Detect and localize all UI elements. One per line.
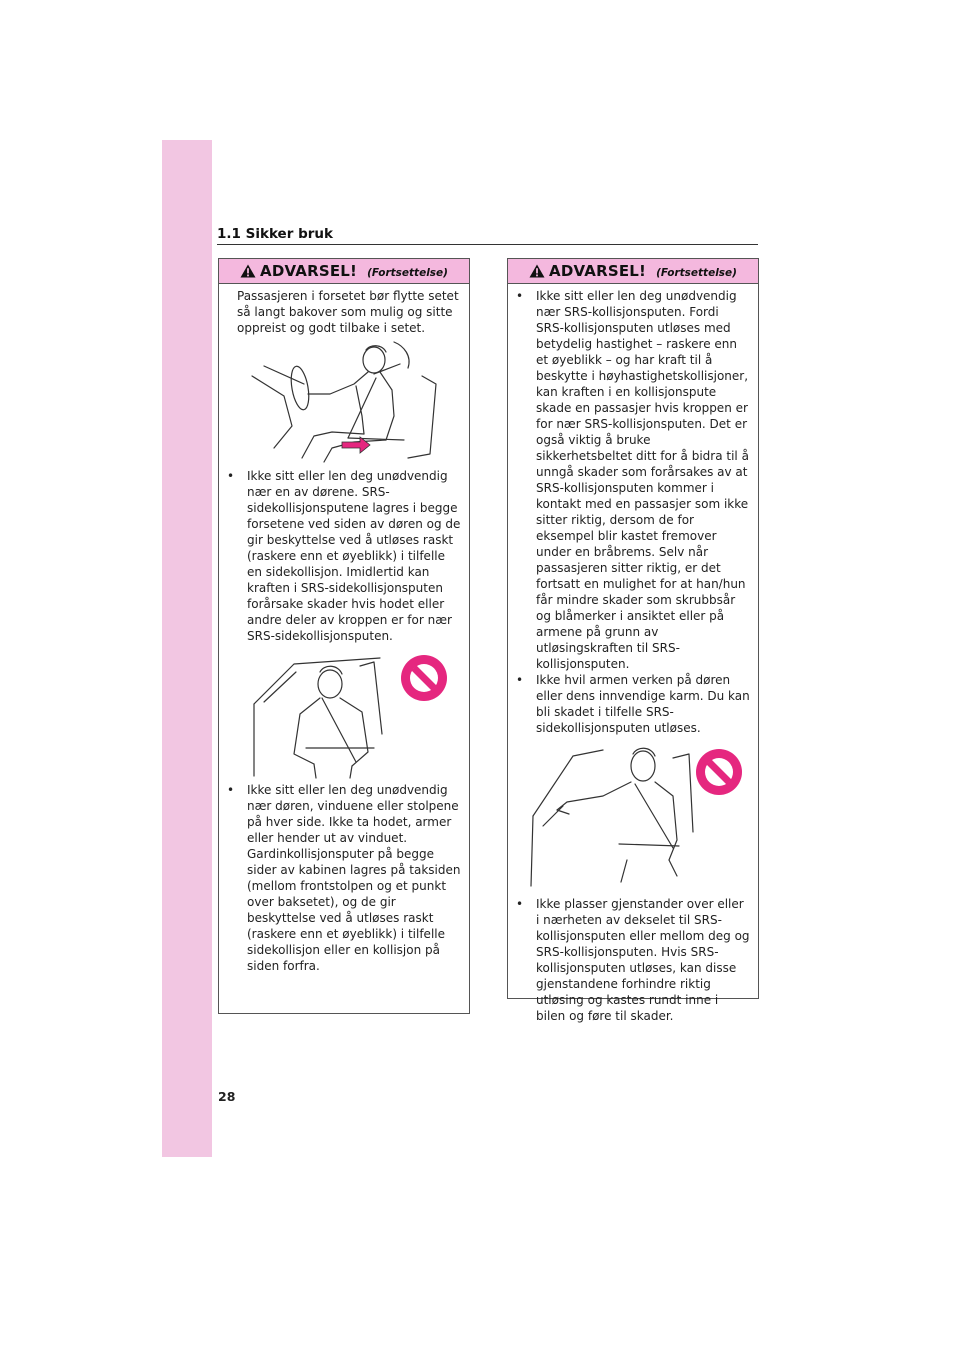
warning-title: ADVARSEL! bbox=[549, 262, 647, 280]
bullet-dot: • bbox=[516, 289, 524, 303]
warning-content-right bbox=[508, 284, 758, 1024]
bullet-item bbox=[227, 782, 461, 974]
bullet-text: Ikke sitt eller len deg unødvendig nær en av dørene. SRS-sidekollisjonsputene lagres i begge forsetene ved siden av døren og de gir beskyttelse ved å utløses raskt (raskere enn et øyeblikk) i tilfelle en sidekollisjon. Imidlertid kan kraften i SRS-sidekollisjonsputen forårsake skader hvis hodet eller andre deler av kroppen er for nær SRS-sidekollisjonsputen. bbox=[247, 469, 461, 643]
prohibited-icon bbox=[401, 655, 447, 701]
section-header: 1.1 Sikker bruk bbox=[217, 226, 333, 242]
bullet-item bbox=[516, 288, 750, 672]
bullet-dot: • bbox=[227, 783, 235, 797]
bullet-item bbox=[516, 672, 750, 736]
warning-content-left bbox=[219, 284, 469, 974]
bullet-item bbox=[516, 896, 750, 1024]
page-number: 28 bbox=[218, 1089, 236, 1104]
direction-arrow-icon bbox=[342, 437, 370, 453]
prohibited-icon bbox=[696, 749, 742, 795]
bullet-dot: • bbox=[516, 897, 524, 911]
warning-continued: (Fortsettelse) bbox=[367, 266, 448, 279]
bullet-dot: • bbox=[516, 673, 524, 687]
warning-triangle-icon bbox=[240, 264, 256, 278]
warning-triangle-icon bbox=[529, 264, 545, 278]
warning-header-bar bbox=[508, 259, 758, 284]
arm-on-door-illustration bbox=[523, 736, 743, 896]
bullet-text: Ikke hvil armen verken på døren eller dens innvendige karm. Du kan bli skadet i tilfelle SRS-sidekollisjonsputen utløses. bbox=[536, 673, 750, 735]
passenger-near-door-illustration bbox=[234, 644, 454, 782]
header-rule bbox=[217, 244, 758, 245]
bullet-text: Ikke sitt eller len deg unødvendig nær SRS-kollisjonsputen. Fordi SRS-kollisjonsputen utløses med betydelig hastighet – raskere enn et øyeblikk – og har kraft til å beskytte i høyhastighetskollisjoner, kan kraften i en kollisjonspute skade en passasjer hvis kroppen er for nær SRS-kollisjonsputen. Det er også viktig å bruke sikkerhetsbeltet ditt for å bidra til å unngå skader som forårsakes av at SRS-kollisjonsputen kommer i kontakt med en passasjer som ikke sitter riktig, dersom de for eksempel blir kastet fremover under en bråbrems. Selv når passasjeren sitter riktig, er det fortsatt en mulighet for at han/hun får mindre skader som skrubbsår og blåmerker i ansiktet eller på armene på grunn av utløsingskraften til SRS-kollisjonsputen. bbox=[536, 289, 749, 671]
bullet-item bbox=[227, 468, 461, 644]
warning-title: ADVARSEL! bbox=[260, 262, 358, 280]
seated-passenger-illustration bbox=[244, 336, 444, 468]
bullet-dot: • bbox=[227, 469, 235, 483]
warning-box-right bbox=[507, 258, 759, 1023]
warning-header-bar bbox=[219, 259, 469, 284]
bullet-text: Ikke plasser gjenstander over eller i nærheten av dekselet til SRS-kollisjonsputen eller mellom deg og SRS-kollisjonsputen. Hvis SRS-kollisjonsputen utløses, kan disse gjenstandene forhindre riktig utløsing og kastes rundt inne i bilen og føre til skader. bbox=[536, 897, 750, 1023]
warning-box-left bbox=[218, 258, 470, 1014]
side-margin-strip bbox=[162, 140, 212, 1157]
intro-paragraph: Passasjeren i forsetet bør flytte setet så langt bakover som mulig og sitte oppreist og godt tilbake i setet. bbox=[237, 289, 459, 335]
warning-continued: (Fortsettelse) bbox=[656, 266, 737, 279]
bullet-text: Ikke sitt eller len deg unødvendig nær døren, vinduene eller stolpene på hver side. Ikke ta hodet, armer eller hender ut av vinduet. Gardinkollisjonsputer på begge sider av kabinen lagres på taksiden (mellom frontstolpen og et punkt over baksetet), og de gir beskyttelse ved å utløses raskt (raskere enn et øyeblikk) i tilfelle sidekollisjon eller en kollisjon på siden forfra. bbox=[247, 783, 461, 973]
